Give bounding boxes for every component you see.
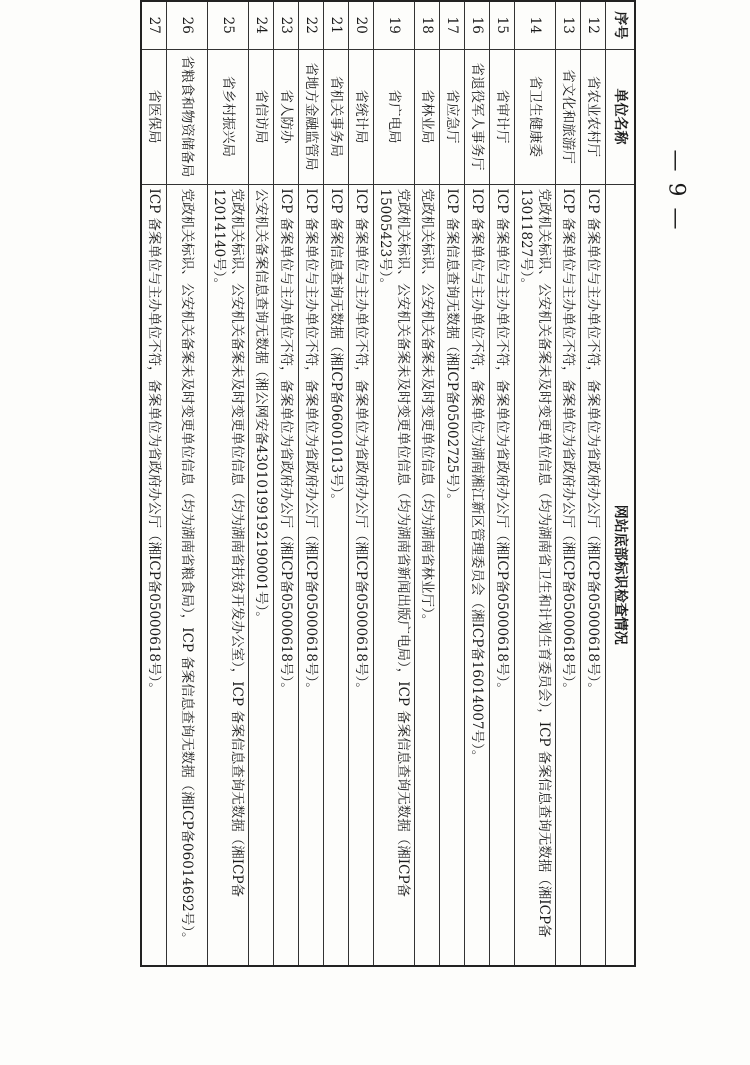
row-number: 22 bbox=[299, 1, 324, 49]
table-row bbox=[581, 1, 606, 966]
table-row bbox=[465, 1, 490, 966]
row-number: 14 bbox=[515, 1, 556, 49]
table-row bbox=[274, 1, 299, 966]
table-row bbox=[415, 1, 440, 966]
page-number-text: — 9 — bbox=[663, 149, 689, 231]
row-number: 21 bbox=[324, 1, 349, 49]
row-check-result: 党政机关标识、公安机关备案未及时变更单位信息（均为湖南省卫生和计划生育委员会），ICP 备案信息查询无数据（湘ICP备13011827号）。 bbox=[515, 184, 556, 966]
row-unit-name: 省机关事务局 bbox=[324, 49, 349, 184]
table-row bbox=[490, 1, 515, 966]
table-row bbox=[208, 1, 249, 966]
row-unit-name: 省人防办 bbox=[274, 49, 299, 184]
row-check-result: ICP 备案单位与主办单位不符，备案单位为省政府办公厅（湘ICP备05000618号）。 bbox=[490, 184, 515, 966]
table-row bbox=[556, 1, 581, 966]
row-check-result: ICP 备案单位与主办单位不符，备案单位为省政府办公厅（湘ICP备05000618号）。 bbox=[141, 184, 167, 966]
row-unit-name: 省粮食和物资储备局 bbox=[167, 49, 208, 184]
header-no: 序号 bbox=[606, 1, 636, 49]
row-number: 20 bbox=[349, 1, 374, 49]
row-check-result: ICP 备案单位与主办单位不符，备案单位为省政府办公厅（湘ICP备05000618号）。 bbox=[581, 184, 606, 966]
row-number: 18 bbox=[415, 1, 440, 49]
row-unit-name: 省地方金融监管局 bbox=[299, 49, 324, 184]
row-number: 17 bbox=[440, 1, 465, 49]
row-number: 19 bbox=[374, 1, 415, 49]
table-row bbox=[374, 1, 415, 966]
table-row bbox=[440, 1, 465, 966]
row-number: 13 bbox=[556, 1, 581, 49]
table-row bbox=[349, 1, 374, 966]
row-unit-name: 省文化和旅游厅 bbox=[556, 49, 581, 184]
row-number: 24 bbox=[249, 1, 274, 49]
row-check-result: 党政机关标识、公安机关备案未及时变更单位信息（均为湖南省粮食局），ICP 备案信息查询无数据（湘ICP备06014692号）。 bbox=[167, 184, 208, 966]
row-number: 15 bbox=[490, 1, 515, 49]
row-unit-name: 省农业农村厅 bbox=[581, 49, 606, 184]
row-unit-name: 省应急厅 bbox=[440, 49, 465, 184]
row-check-result: ICP 备案信息查询无数据（湘ICP备06001013号）。 bbox=[324, 184, 349, 966]
row-check-result: ICP 备案单位与主办单位不符，备案单位为省政府办公厅（湘ICP备05000618号）。 bbox=[556, 184, 581, 966]
row-check-result: 公安机关备案信息查询无数据（湘公网安备43010199192190001号）。 bbox=[249, 184, 274, 966]
row-number: 26 bbox=[167, 1, 208, 49]
row-unit-name: 省林业局 bbox=[415, 49, 440, 184]
row-number: 12 bbox=[581, 1, 606, 49]
table-row bbox=[324, 1, 349, 966]
table-header-row bbox=[606, 1, 636, 966]
row-unit-name: 省医保局 bbox=[141, 49, 167, 184]
table-row bbox=[249, 1, 274, 966]
rotated-page bbox=[101, 0, 636, 965]
row-check-result: 党政机关标识、公安机关备案未及时变更单位信息（均为湖南省林业厅）。 bbox=[415, 184, 440, 966]
row-unit-name: 省广电局 bbox=[374, 49, 415, 184]
row-unit-name: 省退役军人事务厅 bbox=[465, 49, 490, 184]
header-check: 网站底部标识检查情况 bbox=[606, 184, 636, 966]
row-check-result: 党政机关标识、公安机关备案未及时变更单位信息（均为湖南省扶贫开发办公室），ICP 备案信息查询无数据（湘ICP备12014140号）。 bbox=[208, 184, 249, 966]
row-unit-name: 省审计厅 bbox=[490, 49, 515, 184]
row-check-result: 党政机关标识、公安机关备案未及时变更单位信息（均为湖南省新闻出版广电局），ICP 备案信息查询无数据（湘ICP备15005423号）。 bbox=[374, 184, 415, 966]
row-check-result: ICP 备案单位与主办单位不符，备案单位为省政府办公厅（湘ICP备05000618号）。 bbox=[274, 184, 299, 966]
row-unit-name: 省卫生健康委 bbox=[515, 49, 556, 184]
row-number: 27 bbox=[141, 1, 167, 49]
table-row bbox=[167, 1, 208, 966]
row-number: 25 bbox=[208, 1, 249, 49]
page-number bbox=[646, 120, 706, 260]
row-check-result: ICP 备案单位与主办单位不符，备案单位为省政府办公厅（湘ICP备05000618号）。 bbox=[349, 184, 374, 966]
inspection-table bbox=[140, 0, 636, 967]
row-number: 23 bbox=[274, 1, 299, 49]
row-unit-name: 省乡村振兴局 bbox=[208, 49, 249, 184]
row-unit-name: 省统计局 bbox=[349, 49, 374, 184]
row-check-result: ICP 备案单位与主办单位不符，备案单位为湖南湘江新区管理委员会（湘ICP备16014007号）。 bbox=[465, 184, 490, 966]
table-row bbox=[299, 1, 324, 966]
header-unit: 单位名称 bbox=[606, 49, 636, 184]
table-row bbox=[141, 1, 167, 966]
table-body bbox=[141, 1, 606, 966]
row-number: 16 bbox=[465, 1, 490, 49]
row-unit-name: 省信访局 bbox=[249, 49, 274, 184]
row-check-result: ICP 备案单位与主办单位不符，备案单位为省政府办公厅（湘ICP备05000618号）。 bbox=[299, 184, 324, 966]
table-row bbox=[515, 1, 556, 966]
row-check-result: ICP 备案信息查询无数据（湘ICP备05002725号）。 bbox=[440, 184, 465, 966]
